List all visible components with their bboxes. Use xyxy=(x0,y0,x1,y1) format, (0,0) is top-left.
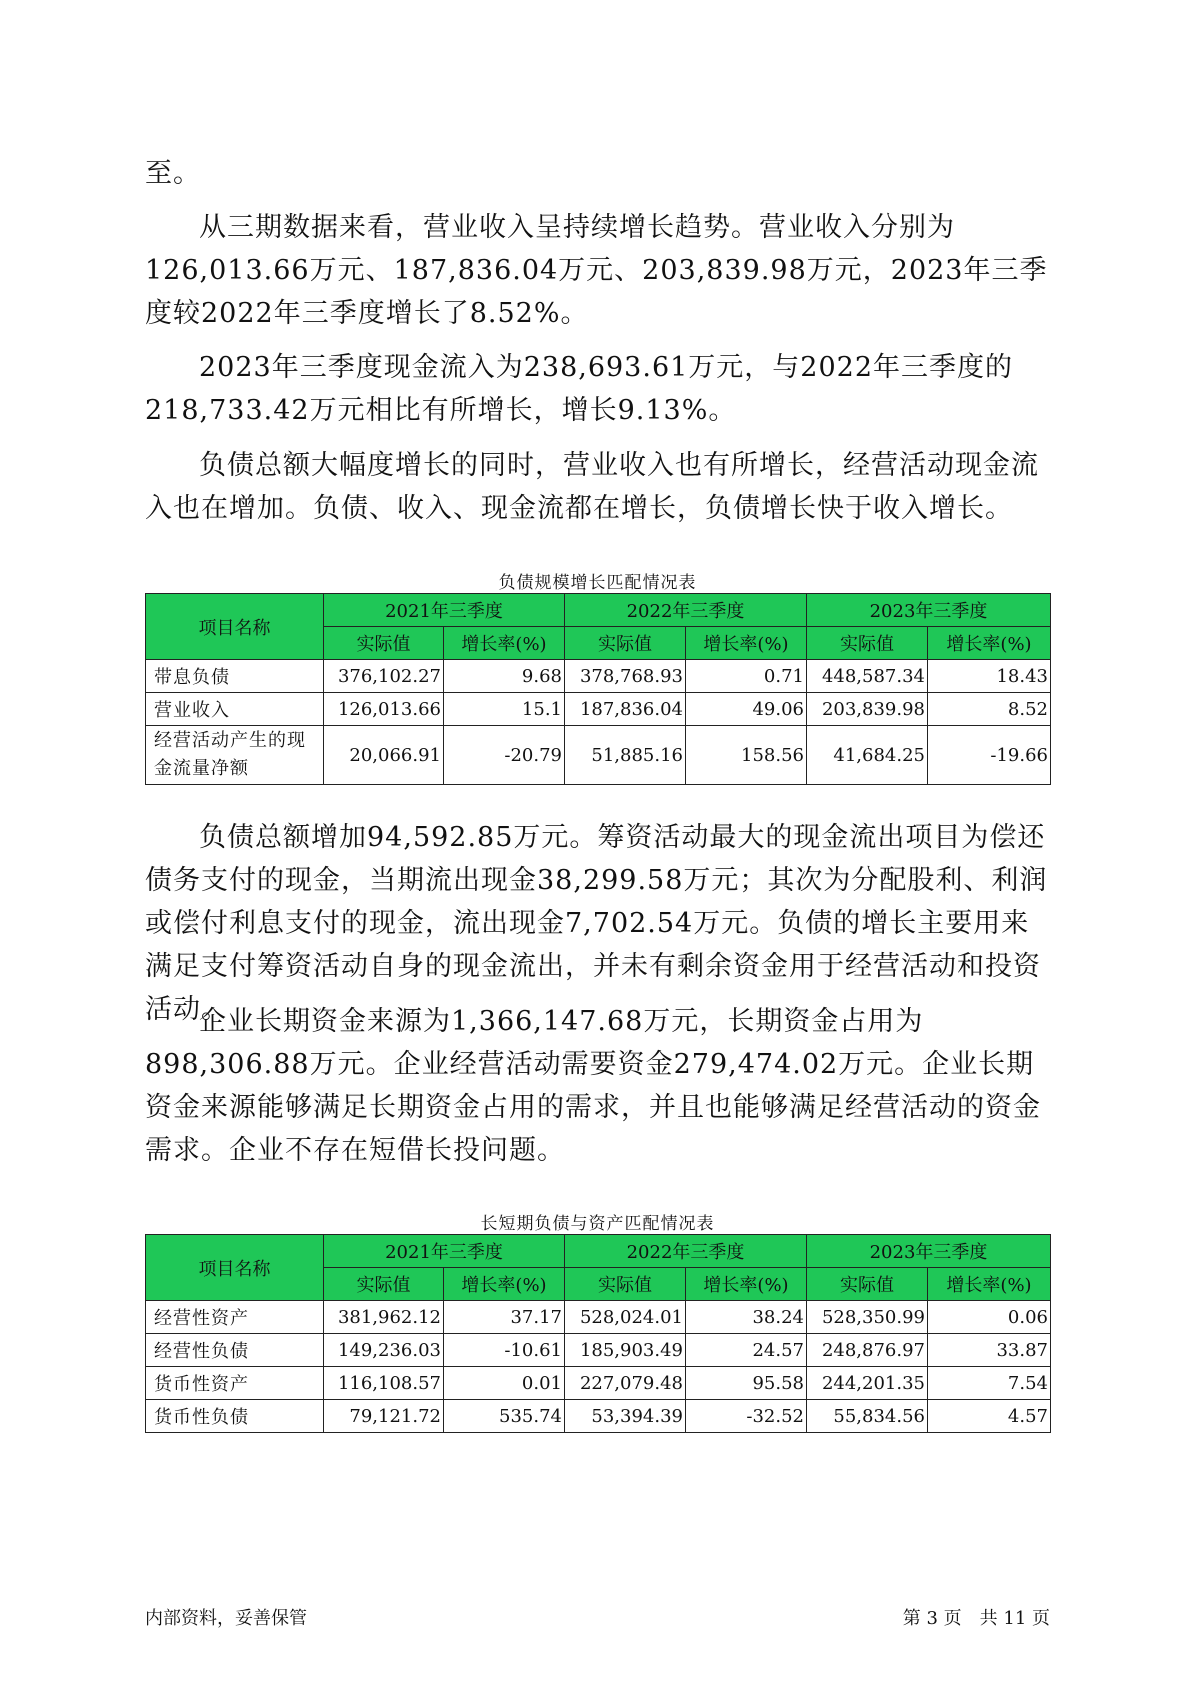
footer-confidential-note: 内部资料，妥善保管 xyxy=(145,1608,307,1629)
row-name: 经营性负债 xyxy=(146,1334,324,1367)
row-name: 带息负债 xyxy=(146,660,324,693)
table-row xyxy=(146,726,1051,785)
cell-value: 376,102.27 xyxy=(324,660,444,693)
cell-value: 4.57 xyxy=(928,1400,1051,1433)
subheader-actual: 实际值 xyxy=(324,627,444,660)
cell-value: 0.06 xyxy=(928,1301,1051,1334)
cell-value: 227,079.48 xyxy=(565,1367,686,1400)
subheader-actual: 实际值 xyxy=(324,1268,444,1301)
cell-value: 55,834.56 xyxy=(807,1400,928,1433)
asset-liability-table xyxy=(145,1234,1051,1433)
cell-value: -32.52 xyxy=(686,1400,807,1433)
table-row xyxy=(146,693,1051,726)
cell-value: 244,201.35 xyxy=(807,1367,928,1400)
cell-value: 185,903.49 xyxy=(565,1334,686,1367)
cell-value: 95.58 xyxy=(686,1367,807,1400)
header-item-name: 项目名称 xyxy=(146,1235,324,1301)
cell-value: 0.01 xyxy=(444,1367,565,1400)
subheader-growth: 增长率(%) xyxy=(444,1268,565,1301)
paragraph-cash-inflow: 2023年三季度现金流入为238,693.61万元，与2022年三季度的218,733.42万元相比有所增长，增长9.13%。 xyxy=(145,352,1014,426)
cell-value: 448,587.34 xyxy=(807,660,928,693)
cell-value: 33.87 xyxy=(928,1334,1051,1367)
cell-value: 79,121.72 xyxy=(324,1400,444,1433)
header-item-name: 项目名称 xyxy=(146,594,324,660)
row-name: 经营活动产生的现金流量净额 xyxy=(146,726,324,785)
cell-value: 203,839.98 xyxy=(807,693,928,726)
cell-value: 528,024.01 xyxy=(565,1301,686,1334)
table-row xyxy=(146,1334,1051,1367)
row-name: 营业收入 xyxy=(146,693,324,726)
cell-value: 53,394.39 xyxy=(565,1400,686,1433)
cell-value: -20.79 xyxy=(444,726,565,785)
cell-value: 149,236.03 xyxy=(324,1334,444,1367)
table-header-row xyxy=(146,1235,1051,1268)
row-name: 经营性资产 xyxy=(146,1301,324,1334)
row-name: 货币性负债 xyxy=(146,1400,324,1433)
subheader-actual: 实际值 xyxy=(565,627,686,660)
cell-value: 0.71 xyxy=(686,660,807,693)
header-period: 2021年三季度 xyxy=(324,594,565,627)
header-period: 2023年三季度 xyxy=(807,1235,1051,1268)
cell-value: 37.17 xyxy=(444,1301,565,1334)
cell-value: 378,768.93 xyxy=(565,660,686,693)
cell-value: 20,066.91 xyxy=(324,726,444,785)
cell-value: -19.66 xyxy=(928,726,1051,785)
paragraph-long-term-funds: 企业长期资金来源为1,366,147.68万元，长期资金占用为898,306.88万元。企业经营活动需要资金279,474.02万元。企业长期资金来源能够满足长期资金占用的需求，并且也能够满足经营活动的资金需求。企业不存在短借长投问题。 xyxy=(145,1006,1041,1166)
subheader-actual: 实际值 xyxy=(807,1268,928,1301)
header-period: 2021年三季度 xyxy=(324,1235,565,1268)
table-header-row xyxy=(146,594,1051,627)
subheader-actual: 实际值 xyxy=(807,627,928,660)
cell-value: 41,684.25 xyxy=(807,726,928,785)
header-period: 2023年三季度 xyxy=(807,594,1051,627)
cell-value: 9.68 xyxy=(444,660,565,693)
subheader-growth: 增长率(%) xyxy=(928,1268,1051,1301)
cell-value: 15.1 xyxy=(444,693,565,726)
subheader-growth: 增长率(%) xyxy=(686,627,807,660)
table-row xyxy=(146,660,1051,693)
cell-value: 7.54 xyxy=(928,1367,1051,1400)
table-row xyxy=(146,1301,1051,1334)
paragraph-debt-growth: 负债总额大幅度增长的同时，营业收入也有所增长，经营活动现金流入也在增加。负债、收入、现金流都在增长，负债增长快于收入增长。 xyxy=(145,450,1039,524)
subheader-growth: 增长率(%) xyxy=(928,627,1051,660)
subheader-growth: 增长率(%) xyxy=(444,627,565,660)
header-period: 2022年三季度 xyxy=(565,1235,807,1268)
cell-value: 49.06 xyxy=(686,693,807,726)
cell-value: 116,108.57 xyxy=(324,1367,444,1400)
footer-page-number: 第 3 页 共 11 页 xyxy=(902,1608,1050,1629)
cell-value: 248,876.97 xyxy=(807,1334,928,1367)
table2-caption: 长短期负债与资产匹配情况表 xyxy=(480,1214,715,1234)
subheader-actual: 实际值 xyxy=(565,1268,686,1301)
row-name: 货币性资产 xyxy=(146,1367,324,1400)
cell-value: 528,350.99 xyxy=(807,1301,928,1334)
cell-value: 24.57 xyxy=(686,1334,807,1367)
cell-value: 8.52 xyxy=(928,693,1051,726)
table-row xyxy=(146,1367,1051,1400)
cell-value: 38.24 xyxy=(686,1301,807,1334)
cell-value: 126,013.66 xyxy=(324,693,444,726)
cell-value: 51,885.16 xyxy=(565,726,686,785)
cell-value: 187,836.04 xyxy=(565,693,686,726)
paragraph-financing-outflow: 负债总额增加94,592.85万元。筹资活动最大的现金流出项目为偿还债务支付的现金，当期流出现金38,299.58万元；其次为分配股利、利润或偿付利息支付的现金，流出现金7,702.54万元。负债的增长主要用来满足支付筹资活动自身的现金流出，并未有剩余资金用于经营活动和投资活动。 xyxy=(145,822,1048,1025)
table1-caption: 负债规模增长匹配情况表 xyxy=(498,573,697,593)
cell-value: 18.43 xyxy=(928,660,1051,693)
cell-value: 158.56 xyxy=(686,726,807,785)
cell-value: 381,962.12 xyxy=(324,1301,444,1334)
subheader-growth: 增长率(%) xyxy=(686,1268,807,1301)
cell-value: 535.74 xyxy=(444,1400,565,1433)
debt-scale-table xyxy=(145,593,1051,785)
paragraph-continuation: 至。 xyxy=(145,158,201,189)
cell-value: -10.61 xyxy=(444,1334,565,1367)
header-period: 2022年三季度 xyxy=(565,594,807,627)
paragraph-revenue-trend: 从三期数据来看，营业收入呈持续增长趋势。营业收入分别为126,013.66万元、187,836.04万元、203,839.98万元，2023年三季度较2022年三季度增长了8.52%。 xyxy=(145,212,1048,329)
table-row xyxy=(146,1400,1051,1433)
